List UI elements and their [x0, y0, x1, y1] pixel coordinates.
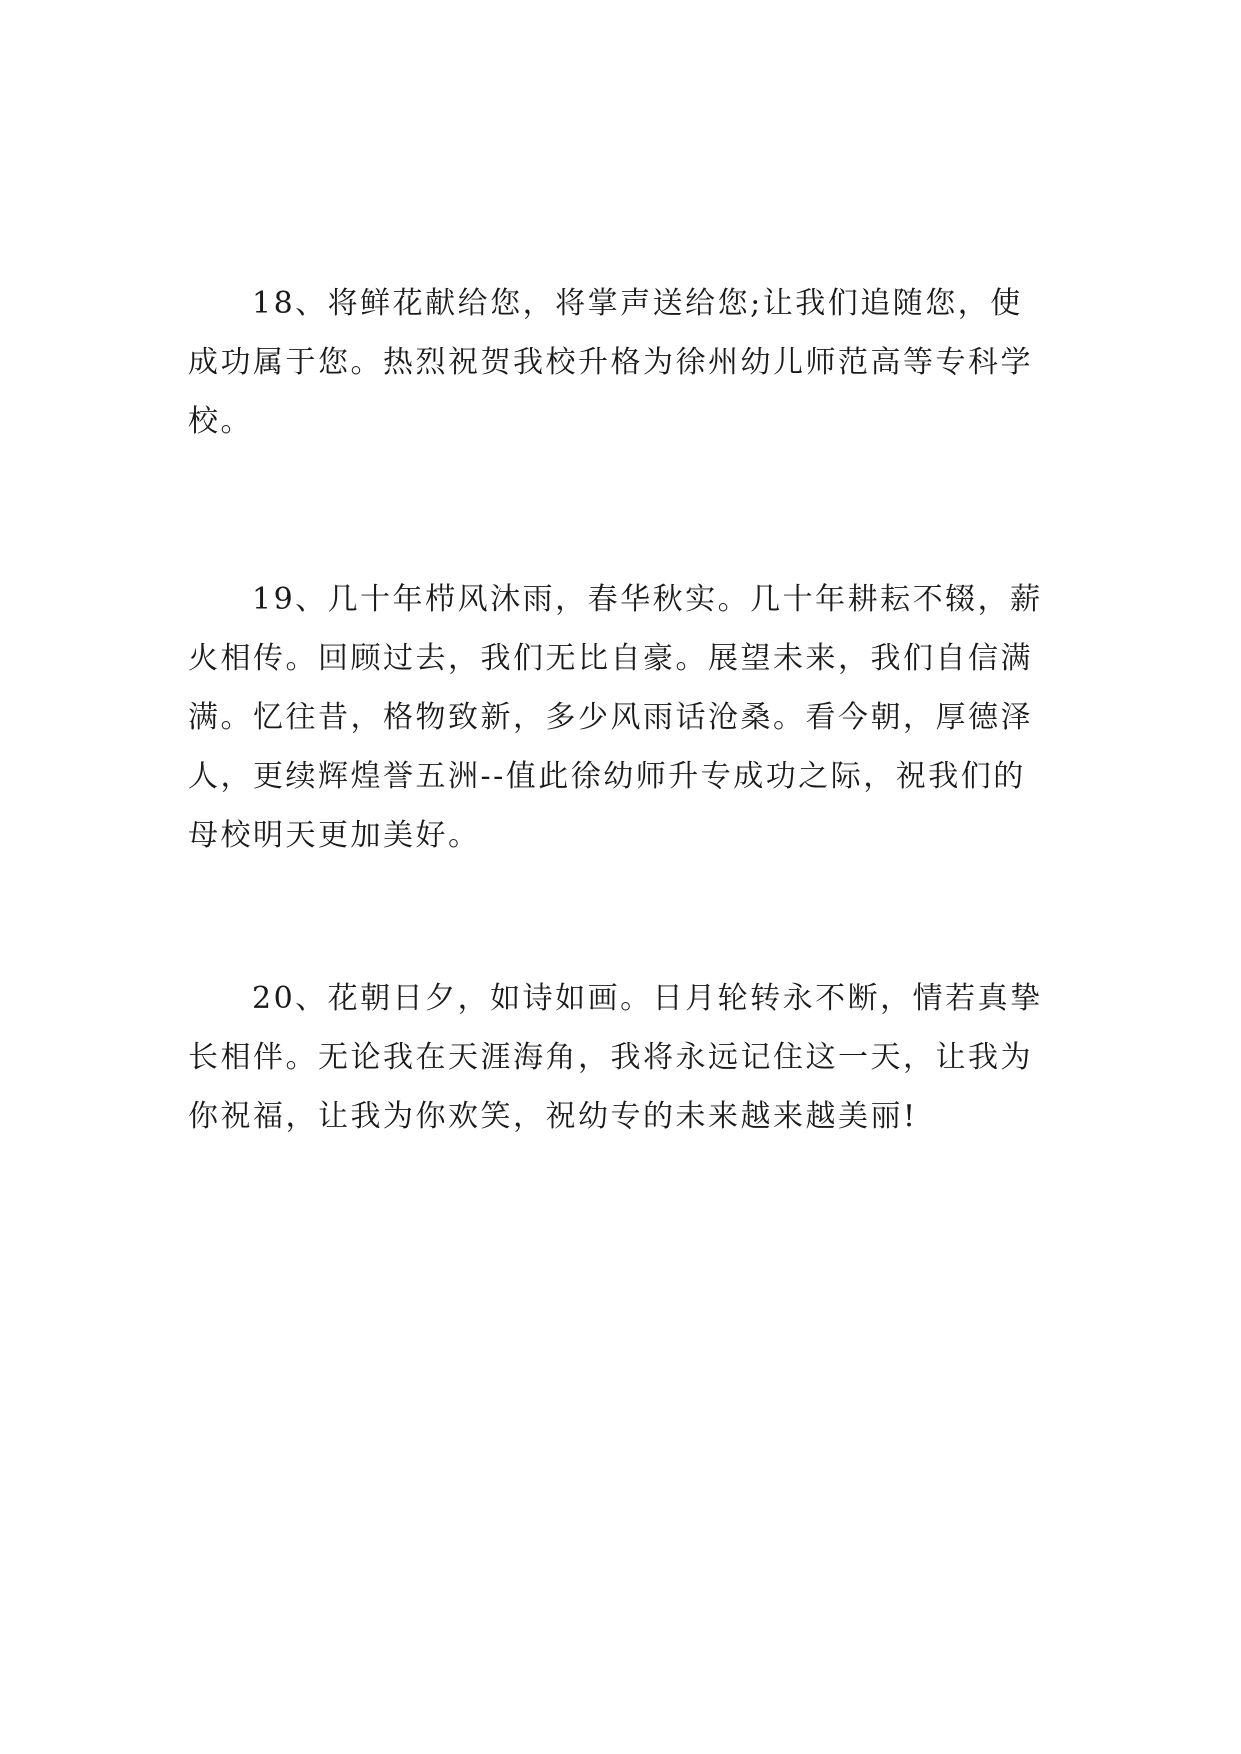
paragraph-line: 长相伴。无论我在天涯海角，我将永远记住这一天，让我为 — [188, 1040, 1033, 1075]
paragraph-line: 19、几十年栉风沐雨，春华秋实。几十年耕耘不辍，薪 — [252, 582, 1043, 617]
paragraph-line: 满。忆往昔，格物致新，多少风雨话沧桑。看今朝，厚德泽 — [188, 700, 1033, 735]
paragraph-20 — [188, 969, 1054, 1146]
paragraph-line: 母校明天更加美好。 — [188, 818, 481, 853]
paragraph-line: 18、将鲜花献给您，将掌声送给您;让我们追随您，使 — [252, 286, 1023, 321]
paragraph-19 — [188, 570, 1054, 865]
paragraph-line: 人，更续辉煌誉五洲--值此徐幼师升专成功之际，祝我们的 — [188, 759, 1026, 794]
paragraph-line: 火相传。回顾过去，我们无比自豪。展望未来，我们自信满 — [188, 641, 1033, 676]
paragraph-line: 你祝福，让我为你欢笑，祝幼专的未来越来越美丽! — [188, 1099, 918, 1134]
paragraph-line: 20、花朝日夕，如诗如画。日月轮转永不断，情若真挚 — [252, 981, 1043, 1016]
paragraph-line: 校。 — [188, 404, 253, 439]
paragraph-line: 成功属于您。热烈祝贺我校升格为徐州幼儿师范高等专科学 — [188, 345, 1033, 380]
paragraph-18 — [188, 274, 1054, 451]
